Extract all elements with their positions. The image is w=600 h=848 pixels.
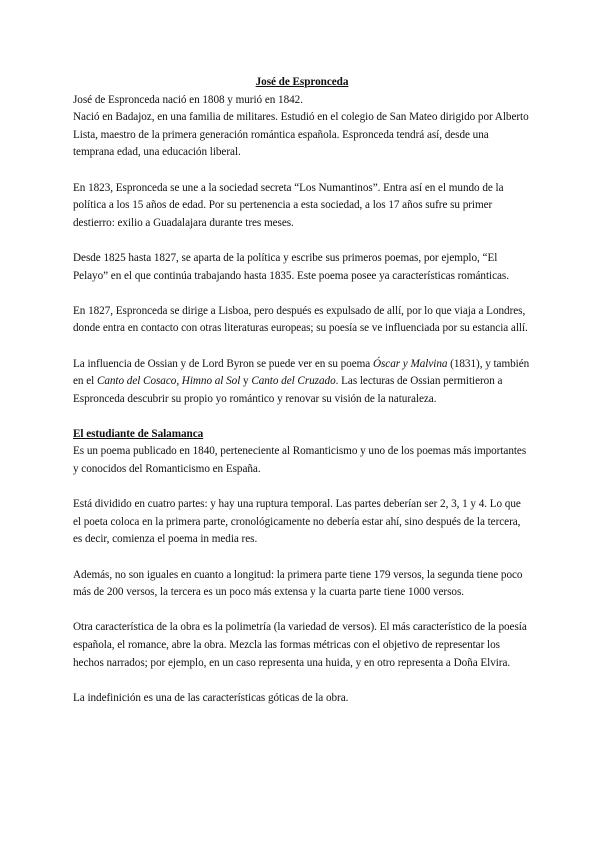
section-intro: Es un poema publicado en 1840, perteneciente al Romanticismo y uno de los poemas más importantes y conocidos del Romanticismo en España. [73,445,527,476]
intro-line-birth-death: José de Espronceda nació en 1808 y murió en 1842. [73,93,303,106]
section-paragraph-length: Además, no son iguales en cuanto a longitud: la primera parte tiene 179 versos, la segunda tiene poco más de 200 versos, la tercera es un poco más extensa y la cuarta parte tiene 1000 versos. [73,568,523,599]
paragraph-influence [73,356,531,409]
influence-text-2: (1831), y también en el [73,357,530,388]
section-paragraph-structure: Está dividido en cuatro partes: y hay una ruptura temporal. Las partes deberían ser 2, 3, 1 y 4. Lo que el poeta coloca en la primera parte, cronológicamente no debería estar ahí, sino después de la tercera, es decir, comienza el poema in media res. [73,498,521,546]
section-paragraph-polimetria: Otra característica de la obra es la polimetría (la variedad de versos). El más característico de la poesía española, el romance, abre la obra. Mezcla las formas métricas con el objetivo de representar los hechos narrados; por ejemplo, en un caso representa una huida, y en otro representa a Doña Elvira. [73,621,527,669]
work-title-oscar-y-malvina: Óscar y Malvina [372,357,448,370]
influence-text-1: La influencia de Ossian y de Lord Byron se puede ver en su poema [73,357,373,370]
work-title-canto-del-cruzado: Canto del Cruzado [251,375,336,388]
work-title-canto-del-cosaco: Canto del Cosaco, Himno al Sol [96,375,241,388]
document-page [73,74,531,725]
intro-paragraph: Nació en Badajoz, en una familia de militares. Estudió en el colegio de San Mateo dirigido por Alberto Lista, maestro de la primera generación romántica española. Espronceda tendrá así, desde una temprana edad, una educación liberal. [73,111,529,159]
section-paragraph-indefinicion: La indefinición es una de las características góticas de la obra. [73,691,349,704]
paragraph-numantinos: En 1823, Espronceda se une a la sociedad secreta “Los Numantinos”. Entra así en el mundo de la política a los 15 años de edad. Por su pertenencia a esta sociedad, a los 17 años sufre su primer destierro: exilio a Guadalajara durante tres meses. [73,181,504,229]
section-heading: El estudiante de Salamanca [73,427,204,440]
document-title: José de Espronceda [255,76,349,88]
paragraph-lisboa-londres: En 1827, Espronceda se dirige a Lisboa, pero después es expulsado de allí, por lo que viaja a Londres, donde entra en contacto con otras literaturas europeas; su poesía se ve influenciada por su estancia allí. [73,304,528,335]
influence-text-3: y [240,375,252,388]
paragraph-first-poems: Desde 1825 hasta 1827, se aparta de la política y escribe sus primeros poemas, por ejemplo, “El Pelayo” en el que continúa trabajando hasta 1835. Este poema posee ya características románticas. [73,251,509,282]
influence-text-4: . Las lecturas de Ossian permitieron a Espronceda descubrir su propio yo romántico y renovar su visión de la naturaleza. [73,375,503,405]
